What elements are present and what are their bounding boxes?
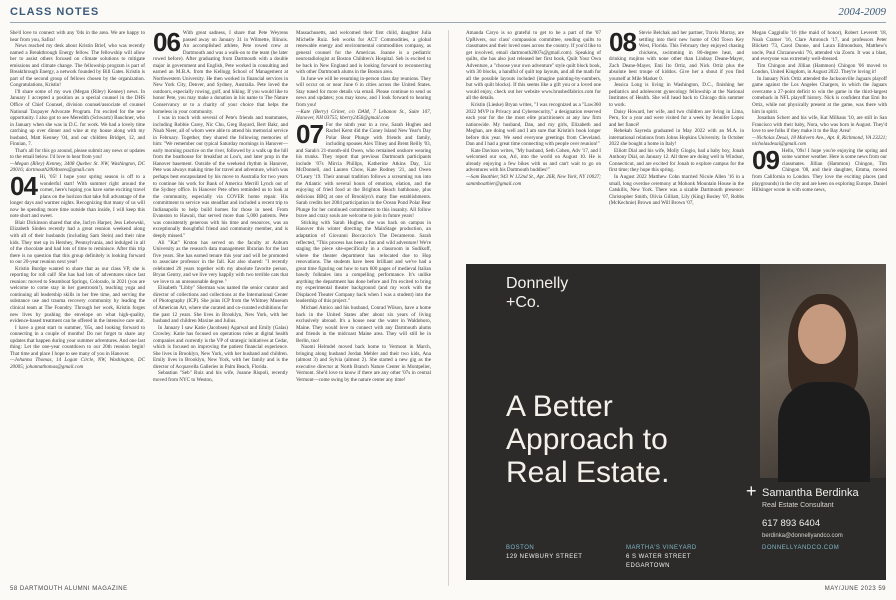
section-header: CLASS NOTES: [10, 6, 100, 18]
paragraph: Blair Dickinson shared that she, Jaclyn Harper, Jess Lebowski, Elizabeth Sinden recently had a great reunion weekend along with all of their husbands (including Sam Stein) and their nine kids. They met up in Hershey, Pennsylvania, and indulged in all of the chocolate and had lots of time to reminisce. After this trip there is no question that this group definitely is looking forward to our 20-year reunion next year!: [10, 219, 145, 266]
signoff: —Nicholas Desai, 18 Malvern Ave., Apt. 8, Richmond, VA 23221; nicholasdesai@gmail.com: [752, 134, 887, 148]
office-marthas-vineyard: MARTHA'S VINEYARD 6 S WATER STREET EDGARTOWN: [626, 545, 697, 569]
signoff: —Sam Boathier, 943 W 122nd St., Apt. 26B, New York, NY 10027; sammboathier@gmail.com: [466, 174, 601, 187]
column-3: [296, 30, 431, 584]
ad-brand-logo: Donnelly +Co.: [506, 275, 569, 311]
column-1: [10, 30, 145, 584]
paragraph: Rebekah Sayreda graduated in May 2022 with an M.A. in international relations from Johns Hopkins University. In October 2022 she bought a home in Italy!: [609, 128, 744, 148]
agent-photo-body: [778, 382, 870, 482]
paragraph: That's all for this go around, please submit any news or updates to the email below. I'd love to hear from you!: [10, 147, 145, 161]
paragraph: Daisy Howard, her wife, and two children are living in Lima, Peru, for a year and were visited for a week by Jennifer Lopez and her fiancé!: [609, 108, 744, 128]
class-year-numeral: 08: [609, 30, 636, 57]
agent-phone: 617 893 6404: [762, 518, 821, 529]
signoff: —Kate (Berry) Griner, c/o DAM, 7 Lebanon St., Suite 107, Hanover, NH 03755; kberry2456@gmail.com: [296, 108, 431, 122]
paragraph: Naomi Helmdel moved back home to Vermont in March, bringing along husband Jordan Mehler and their two kids, Ana (almost 3) and Sylvia (almost 2). She started a new gig as the executive director at North Branch Nature Center in Montpelier, Vermont. She'd love to know if there are any other '07s in central Vermont—come swing by the nature center any time!: [296, 344, 431, 383]
paragraph: Tim Chingon and Jillian (Hammon) Chingon '06 moved to London, United Kingdom, in August 2022. They're loving it!: [752, 62, 887, 76]
ad-headline: A Better Approach to Real Estate.: [506, 390, 670, 489]
agent-photo-face: [798, 304, 846, 364]
paragraph: Jessica Long is living in Washington, D.C., finishing her pediatrics and adolescent gynecology fellowship at the National Institutes of Health. She will head back to Chicago this summer to work.: [609, 82, 744, 109]
footer-right: MAY/JUNE 2023 59: [824, 586, 886, 592]
paragraph: Megan Caggiullo '16 (the maid of honor), Robert Leverett '18, Noah Cramer '16, Clare Amrouch '17, and professors Peter Blickett '73, Carol Dunne, and Laura Edmondson, Matthew's uncle, Paul Chrzanowski '76, attended via Zoom. It was a blast, and everyone was extremely well-dressed.: [752, 30, 887, 63]
paragraph: Jonathan Scherr and his wife, Kat Milhaus '10, are still in San Francisco with their baby, Nora, who was born in August. They'd love to see folks if they make it to the Bay Area!: [752, 115, 887, 135]
header-rule: [10, 22, 886, 23]
paragraph: For the ninth year in a row, Sarah Hughes and Rachel Kerst did the Coney Island New Year's Day Polar Bear Plunge with friends and family, including spouses Alex Tilney and Brent Reilly '03, and Sarah's 21-month-old Owen, who remained onshore wearing his trunks. They report that previous Dartmouth participants include '07s Mircia Phillips, Katherine Atkins Day, Liz McDonnell, and Lauren Chow, Kate Rodney '21, and Owen O'Leary '19. Their annual tradition follows a screaming run into the Atlantic with several hours of emotion, elation, and the enjoying of fried food at the Brighton Beach bathhouse, plus delicious BBQ at one of Brooklyn's many fine establishments. Sarah credits her 2004 participation in the Ocean Pond Polar Bear Plunge for her continued commitment to this insanity. All follow brave and crazy souls are welcome to join in future years!: [296, 121, 431, 220]
paragraph: Michael Amico and his husband, Conrad Wilson, have a home back in the United States after about six years of living exclusively abroad. It's a house near the water in Waldoboro, Maine. They would love to connect with any Dartmouth alums and friends in the midcoast Maine area. They will still be in Berlin, too!: [296, 304, 431, 344]
paragraph: Amanda Caryo is so grateful to get to be a part of the '07 UpRivers, our class' compassion committee, sending quilts to classmates and their loved ones across the country. If you'd like to get involved, email dartmouth2007s@gmail.com). Speaking of quilts, she has also just released her first book, Quilt Your Own Adventure, a "choose your own adventure" style quilt block book, with 30 blocks, a handful of quilt top layouts, and all the math for all the possible layouts included (imagine painting-by-numbers, but with quilt blocks). If this seems like a gift you or a loved one would enjoy, check out her website www.brushedfabrics.com for all the details.: [466, 30, 601, 102]
plus-icon: +: [746, 481, 757, 501]
paragraph: I'll share some of my own (Megan (Riley) Kenney) news. In January I accepted a position as a special counsel in the DHS Office of Chief Counsel, division counsel/associate of counsel National Taxpayer Advocate Program. I'm excited for the new opportunity. I also got to see Meredith (Schwartz) Bauchner, who in January when she was in D.C. for work. We had a lovely time catching up over dinner and wine at my house along with my husband, Matt Kenney '04, and our children Bridget, 12, and Finnian, 7.: [10, 88, 145, 148]
column-2: [153, 30, 288, 584]
agent-title: Real Estate Consultant: [762, 502, 834, 509]
paragraph: News reached my desk about Kristin Brief, who was recently named a Breakthrough Energy fellow. The fellowship will allow her to assist others focused on climate solutions to mitigate emissions and climate change. The fellowship program is part of Breakthrough Energy, a network founded by Bill Gates. Kristin is part of the second group of fellows chosen by the organization. Congratulations, Kristin!: [10, 43, 145, 89]
signoff: —Megan (Riley) Kenney, 3408 Quebec St. NW, Washington, DC 20016; dartmouth2004notes@gmail.com: [10, 160, 145, 174]
real-estate-advertisement: [466, 264, 886, 580]
paragraph: Kate Davison writes, "My husband, Seth Cohen, Adv '17, and I welcomed our son, Ari, into the world on August 10. He is already enjoying a few bikes with us and can't wait to go on adventures with his Dartmouth buddies!": [466, 147, 601, 174]
paragraph: I was in touch with several of Pete's friends and teammates, including Robbie Carey, Nic Chu, Greg Bayard, Bert Bakr, and Noah Nieer, all of whom were able to attend his memorial service in February. Together, they shared the following memories of him: "We remember our typical Saturday mornings in Hanover—early morning practice on the river, followed by a walk up the hill from the boathouse for breakfast at Lou's, and later prop in the Hanover basement. Outside of the weekend rhythm in Hanover, Pete was always making time for travel and adventure, which was perhaps best encapsulated by his move to Australia for two years to continue his work for Bank of America Merrill Lynch out of the Sydney office. In Hanover Pete often reminded us to look at the community, especially via COVER home repair. His commitment to service was steadfast and included a recent trip to Indianapolis to help build homes for those in need. From Evanston to Hawaii, that served more than 5,000 patients. Pete was consistently generous with his time and resources, was an exceptionally thoughtful friend and community member, and is deeply missed.": [153, 115, 288, 239]
paragraph: In August 2022 Matthew Cohn married Nicole Allen '16 in a small, long overdue ceremony at Mohonk Mountain House in the Catskills, New York. There was a sizable Dartmouth presence: Christopher Smith, Olivia Gilliatt, Lily (King) Bosley '07, Robbs (McKechnie) Brown and Will Brown '07,: [609, 174, 744, 207]
paragraph: Hello, '09s! I hope you're enjoying the spring and some warmer weather. Here is some news from our classmates. Jillian (Hammon) Chingon, Tim Chingon '08, and their daughter, Emma, moved from California to London. They love the exciting places (and playgrounds) in the city and are keen on exploring Europe. Daniel Hillsinger wrote in with some news,: [752, 147, 887, 194]
agent-contact: [762, 486, 882, 541]
column-5: [609, 30, 744, 254]
class-year-numeral: 09: [752, 144, 779, 175]
years-header: 2004-2009: [838, 6, 886, 18]
office-boston: BOSTON 129 NEWBURY STREET: [506, 545, 583, 560]
paragraph: Elliott Dial and his wife, Molly Glogio, had a baby boy, Jonah Anthony Dial, on January 12. All three are doing well in Windsor, Connecticut, and are excited for Jonah to explore campus for the first time; they hope this spring.: [609, 147, 744, 174]
paragraph: In June we will be resuming in-person class day reunions. They will occur on or near June 6 in cities across the United States. Stay tuned for more details via email. Please continue to send us news and updates; you may know, and I look forward to hearing from you!: [296, 75, 431, 109]
gutter-divider: [448, 30, 449, 586]
paragraph: In January I saw Katie (Jacobsen) Agarwal and Emily (Galas) Crowley. Katie has focused on operations roles at digital health companies and currently is the VP of strategic initiatives at Cedar, which is focused on improving the patient financial experience. She lives in Brooklyn, New York, with her husband and children. Emily lives in Brooklyn, New York, with her family and is the director of Acquavella Galleries in Palm Beach, Florida.: [153, 324, 288, 370]
column-4: [466, 30, 601, 254]
class-year-numeral: 07: [296, 118, 323, 149]
footer-left: 58 DARTMOUTH ALUMNI MAGAZINE: [10, 586, 128, 592]
paragraph: Kristin (Lieske) Bryan writes, "I was recognized as a "Law360 2022 MVP in Privacy and Cybersecurity," a designation reserved each year for the the most elite practitioners at any law firm nationwide. My husband, Dan, and my girls, Elizabeth and Meghan, are doing well and I am sure that Kristin's book longer before this year. We send everyone greetings from Cleveland. Dan and I had a great time connecting with people over reunion!": [466, 102, 601, 148]
paragraph: Hi, '05! I hope your spring season is off to a wonderful start! With summer right around the corner, here's hoping you have some exciting travel plans on the horizon that take full advantage of the longer days and warmer nights. Recognizing that many of us will now be spending more time outside than inside, I will keep this note short and sweet.: [10, 174, 145, 220]
paragraph: Sticking with Sarah Hughes, she was back on campus in Hanover this winter directing the MainStage production, an adaptation of Giovanni Boccaccio's The Decameron. Sarah reflected, "This process has been a fun and wild adventure! We're staging the piece site-specifically in a classroom in Sudikoff, where the theater department has relocated due to Hop renovations. The students have been brilliant and we've had a great time figuring out how to turn 600 pages of medieval Italian bawdy folktales into a compelling performance. It's unlike anything the department has done before and I'm excited to bring my experimental theater background (and my work with the Displaced Theater Company back when I was a student) into the leadership of this project.": [296, 219, 431, 305]
paragraph: I have a great start to summer, '05s, and looking forward to connecting in a couple of months! Do not forget to share any updates that happen during your summer adventures. And one last thing: Let the one-year countdown to our 20th reunion begin! That time and place I hope to see many of you in Hanover.: [10, 324, 145, 357]
class-year-numeral: 04: [10, 171, 37, 202]
paragraph: Kristin Burdge wanted to share that as our class VP, she is reporting for roll call! She has had lots of adventures since last reunion: moved to Steamboat Springs, Colorado, in 2021 (you are welcome to come stay in her guestroom!), teaching yoga and continuing all leadership skills in her free time, and serving the substance use and trauma recovery community by leading the clinical team at The Foundry. Through her work, Kristin forges new lives by pushing the envelope on what high-quality, evidence-based treatment can be offered in the intensive care unit.: [10, 265, 145, 325]
column-6: [752, 30, 887, 254]
paragraph: Ali "Kat" Krston has served on the faculty at Auburn University as the research data management librarian for the last five years. She has earned tenure this year and will be promoted to associate professor in the fall. Kat also shared: "I recently celebrated 20 years together with my absolute favorite person, Bryan Gentry, and we live very happily with two terrible cats that we love to an unreasonable degree.": [153, 239, 288, 285]
agent-email: berdinka@donnellyandco.com: [762, 533, 843, 539]
paragraph: She'd love to connect with any '04s in the area. We are happy to hear from you, Safira!: [10, 30, 145, 43]
paragraph: Elisabeth "Libby" Sherman was named the senior curator and director of collections and collections at the International Center of Photography (ICP). She joins ICP from the Whitney Museum of American Art, where she curated and co-curated exhibitions for the past 12 years. She lives in Brooklyn, New York, with her husband and children Maxine and Julius.: [153, 285, 288, 325]
class-year-numeral: 06: [153, 30, 180, 57]
signoff: —Johanna Thomas, 14 Logan Circle, NW, Washington, DC 20005; johannathomas@gmail.com: [10, 357, 145, 370]
paragraph: In January Nick Ortiz attended the Jacksonville Jaguars playoff game against the Los Angeles Chargers, in which the Jaguars overcame a 27-point deficit to win the game in the third-largest comeback in NFL playoff history. Nick is confident that Emi Ito Ortiz, while not physically present at the game, was there with him in spirit.: [752, 75, 887, 115]
paragraph: Stevie Belchak and her partner, Travis Murray, are settling into their new home of Old Town Key West, Florida. This February they enjoyed chasing chickens, swimming in 80-degree heat, and drinking mojitos with none other than Lindsay Deane-Mayer, Zach Deane-Mayer, Emi Ito Ortiz, and Nick Ortiz plus the absolute best troupe of kiddos. Give her a shout if you find yourself at Mile Marker 0.: [609, 30, 744, 82]
agent-photo: [760, 264, 886, 478]
paragraph: Massachusetts, and welcomed their first child, daughter Julia Michelle Ruiz. Seb works for ACT Commodities, a global renewable energy and environmental commodities company, as general counsel for the Americas. Joanne is a pediatric neuroradiologist at Boston Children's Hospital. Seb is excited to be back in New England and is looking forward to reconnecting with other Dartmouth alums in the Boston area.: [296, 30, 431, 76]
paragraph: Sebastian "Seb" Ruiz and his wife, Joanne Rispoli, recently moved from NYC to Weston,: [153, 370, 288, 383]
ad-website: DONNELLYANDCO.COM: [762, 545, 840, 551]
agent-name: Samantha Berdinka: [762, 487, 859, 499]
paragraph: With great sadness, I share that Pete Weyrens passed away on January 31 in Wilmette, Illinois. An accomplished athlete, Pete rowed crew at Dartmouth and was a walk-on to the team (he later rowed before). After graduating from Dartmouth with a double major in government and English, Pete worked in consulting and earned an M.B.A. from the Kellogg School of Management at Northwestern University. He then worked in financial services in New York City, Denver, and Sydney, Australia. Pete loved the outdoors, especially rowing, golf, and hiking. If you would like to honor Pete, you may make a donation in his name to The Nature Conservancy or to a charity of your choice that helps the homeless in your community.: [153, 30, 288, 115]
